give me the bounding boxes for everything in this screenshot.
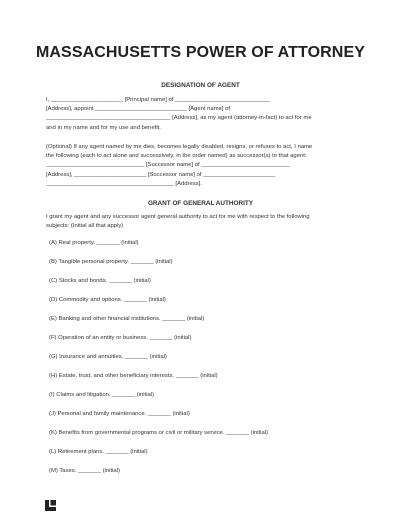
grant-intro-line: subjects: (Initial all that apply) [46, 223, 124, 230]
grant-intro [46, 213, 371, 231]
authority-item-maintenance: (J) Personal and family maintenance. _______ (initial) [49, 411, 190, 417]
authority-item-business: (F) Operation of an entity or business. _______ (initial) [49, 335, 192, 341]
successor-line: ______________________________ [Successor name] of ___________________________ [46, 162, 290, 169]
designation-line: I, ______________________ [Principal name] of _____________________________ [46, 97, 271, 103]
authority-item-commodity-options: (D) Commodity and options. _______ (initial) [49, 297, 166, 303]
successor-line: [Address], ______________________ [Successor name] of ______________________ [46, 171, 276, 178]
authority-item-claims: (I) Claims and litigation. _______ (initial) [49, 392, 155, 398]
authority-item-banking: (E) Banking and other financial institutions. _______ (initial) [49, 316, 205, 322]
authority-item-tangible-property: (B) Tangible personal property. _______ (initial) [49, 259, 173, 265]
authority-item-retirement: (L) Retirement plans. _______ (initial) [49, 449, 148, 455]
designation-paragraph [46, 96, 371, 133]
document-title: MASSACHUSETTS POWER OF ATTORNEY [35, 44, 366, 61]
successor-paragraph [46, 143, 371, 189]
authority-item-estate-trust: (H) Estate, trust, and other beneficiary interests. _______ (initial) [49, 373, 218, 379]
authority-item-insurance: (G) Insurance and annuities. _______ (initial) [49, 354, 167, 360]
authority-item-benefits: (K) Benefits from governmental programs or civil or military service. _______ (initial) [49, 430, 269, 436]
successor-line: _______________________________________ [Address]. [46, 180, 202, 187]
grant-heading: GRANT OF GENERAL AUTHORITY [147, 200, 254, 207]
authority-item-taxes: (M) Taxes. _______ (initial) [49, 468, 120, 474]
brand-logo-icon [45, 500, 56, 511]
designation-line: ______________________________________ [Address], as my agent (attorney-in-fact) to act for me [46, 115, 312, 122]
successor-line: (Optional) If any agent named by me dies, becomes legally disabled, resigns, or refuses to act, I name [46, 144, 313, 150]
grant-intro-line: I grant my agent and any successor agent general authority to act for me with respect to the following [46, 214, 310, 220]
designation-line: [Address], appoint ____________________________ [Agent name] of [46, 106, 231, 113]
successor-line: the following (each to act alone and successively, in the order named) as successor(s) to that agent: [46, 153, 307, 160]
authority-item-stocks-bonds: (C) Stocks and bonds. _______ (initial) [49, 278, 151, 284]
designation-heading: DESIGNATION OF AGENT [161, 82, 240, 89]
authority-item-real-property: (A) Real property. _______ (initial) [49, 240, 139, 246]
designation-line: and in my name and for my use and benefit. [46, 124, 161, 131]
